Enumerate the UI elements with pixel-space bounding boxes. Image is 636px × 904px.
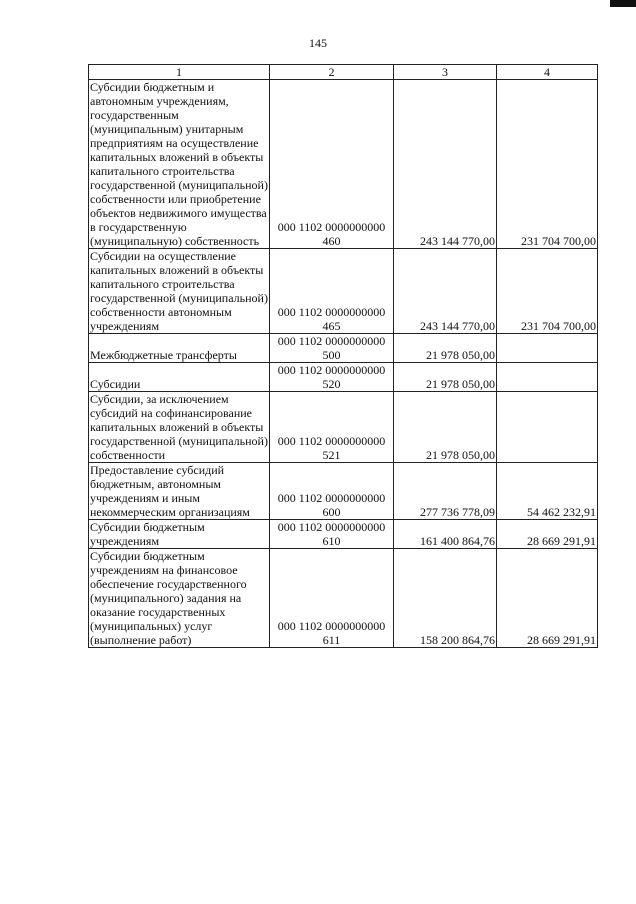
row-name: Субсидии бюджетным и автономным учреждениям, государственным (муниципальным) унитарным предприятиям на осуществление капитальных вложений в объекты капитального строительства государственной (муниципальной) собственности или приобретение объектов недвижимого имущества в государственную (муниципальную) собственность xyxy=(90,80,268,248)
row-code xyxy=(270,520,394,549)
code-suffix: 460 xyxy=(322,234,341,248)
row-name: Предоставление субсидий бюджетным, автономным учреждениям и иным некоммерческим организациям xyxy=(89,463,270,520)
row-name: Межбюджетные трансферты xyxy=(89,334,270,363)
column-header: 2 xyxy=(270,65,394,80)
amount-col3: 161 400 864,76 xyxy=(394,520,497,549)
amount-col3: 277 736 778,09 xyxy=(394,463,497,520)
amount-col4 xyxy=(497,363,598,392)
table-row xyxy=(89,249,598,334)
amount-col4 xyxy=(497,334,598,363)
code-prefix: 000 1102 0000000000 xyxy=(277,334,386,348)
row-name: Субсидии, за исключением субсидий на софинансирование капитальных вложений в объекты государственной (муниципальной) собственности xyxy=(90,392,268,462)
table-row xyxy=(89,549,598,648)
code-prefix: 000 1102 0000000000 xyxy=(277,220,386,234)
amount-col4: 28 669 291,91 xyxy=(497,520,598,549)
row-code xyxy=(270,549,394,648)
row-name: Субсидии xyxy=(89,363,270,392)
code-suffix: 611 xyxy=(322,633,341,647)
amount-col4: 231 704 700,00 xyxy=(497,80,598,249)
amount-col3: 158 200 864,76 xyxy=(394,549,497,648)
row-code xyxy=(270,392,394,463)
row-code xyxy=(270,80,394,249)
table-row xyxy=(89,392,598,463)
table-row xyxy=(89,463,598,520)
code-suffix: 600 xyxy=(322,505,341,519)
code-suffix: 465 xyxy=(322,319,341,333)
code-prefix: 000 1102 0000000000 xyxy=(277,619,386,633)
table-row xyxy=(89,363,598,392)
amount-col3: 21 978 050,00 xyxy=(394,363,497,392)
code-prefix: 000 1102 0000000000 xyxy=(277,363,386,377)
column-header: 3 xyxy=(394,65,497,80)
row-code xyxy=(270,463,394,520)
code-prefix: 000 1102 0000000000 xyxy=(277,434,386,448)
row-name: Субсидии бюджетным учреждениям на финансовое обеспечение государственного (муниципального) задания на оказание государственных (муниципальных) услуг (выполнение работ) xyxy=(89,549,270,648)
row-code xyxy=(270,363,394,392)
column-header: 4 xyxy=(497,65,598,80)
row-code xyxy=(270,334,394,363)
code-suffix: 521 xyxy=(322,448,341,462)
column-header: 1 xyxy=(89,65,270,80)
amount-col3: 21 978 050,00 xyxy=(394,334,497,363)
code-prefix: 000 1102 0000000000 xyxy=(277,520,386,534)
code-prefix: 000 1102 0000000000 xyxy=(277,491,386,505)
amount-col3: 243 144 770,00 xyxy=(394,249,497,334)
table-row xyxy=(89,520,598,549)
code-suffix: 520 xyxy=(322,377,341,391)
table-header-row xyxy=(89,65,598,80)
amount-col3: 21 978 050,00 xyxy=(394,392,497,463)
amount-col3: 243 144 770,00 xyxy=(394,80,497,249)
code-prefix: 000 1102 0000000000 xyxy=(277,305,386,319)
row-name: Субсидии на осуществление капитальных вложений в объекты капитального строительства государственной (муниципальной) собственности автономным учреждениям xyxy=(90,249,268,333)
amount-col4: 54 462 232,91 xyxy=(497,463,598,520)
budget-table xyxy=(88,64,598,648)
code-suffix: 610 xyxy=(322,534,341,548)
table-row xyxy=(89,80,598,249)
row-name: Субсидии бюджетным учреждениям xyxy=(89,520,270,549)
amount-col4: 231 704 700,00 xyxy=(497,249,598,334)
scan-corner-mark xyxy=(610,0,636,7)
code-suffix: 500 xyxy=(322,348,341,362)
row-code xyxy=(270,249,394,334)
amount-col4 xyxy=(497,392,598,463)
table-row xyxy=(89,334,598,363)
page-number: 145 xyxy=(309,36,327,50)
amount-col4: 28 669 291,91 xyxy=(497,549,598,648)
